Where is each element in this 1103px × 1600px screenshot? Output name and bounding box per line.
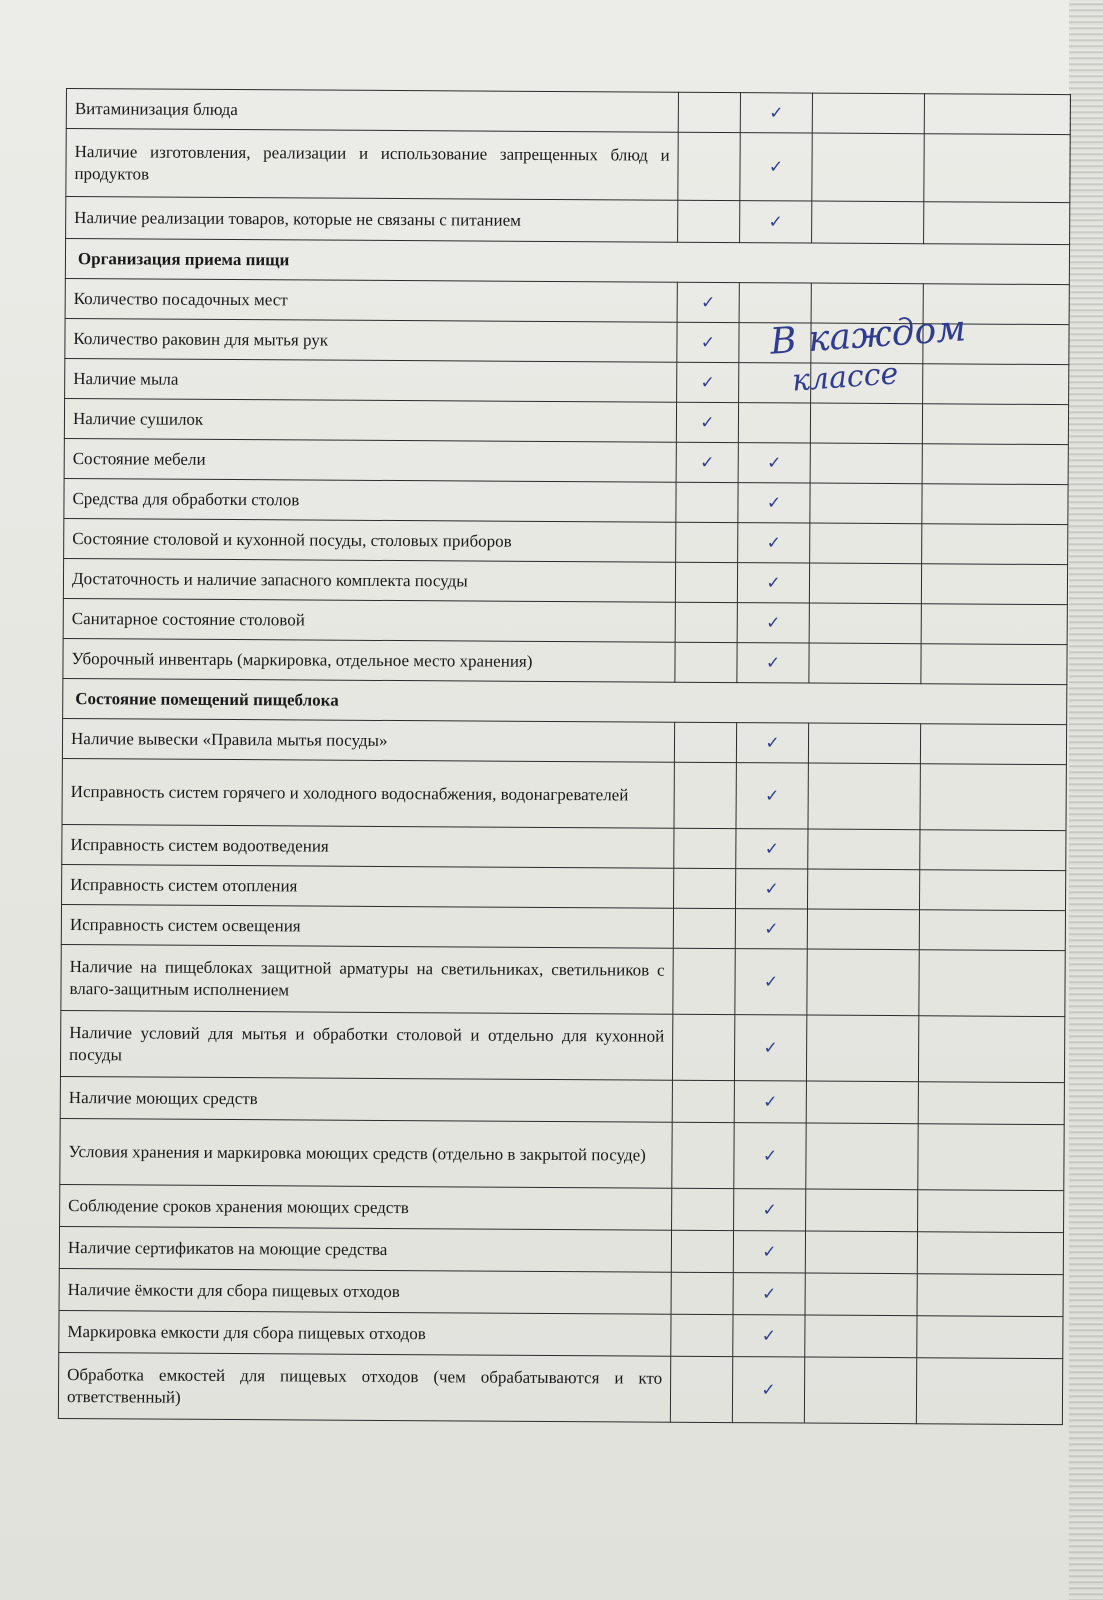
check-cell-2 (738, 483, 810, 523)
handwritten-note-line-1: В каждом (768, 308, 968, 363)
check-cell-4 (921, 604, 1067, 645)
check-cell-2 (735, 949, 807, 1015)
section-title: Состояние помещений пищеблока (63, 678, 1067, 724)
check-cell-4 (919, 870, 1065, 911)
checkmark-icon: ✓ (762, 1199, 777, 1220)
check-cell-3 (805, 1273, 917, 1316)
checklist-item-label: Витаминизация блюда (66, 89, 678, 133)
check-cell-4 (920, 764, 1066, 831)
check-cell-1 (673, 948, 735, 1014)
check-cell-4 (922, 524, 1068, 565)
checklist-item-label: Наличие моющих средств (60, 1076, 672, 1122)
checklist-body (58, 89, 1070, 1425)
checklist-item-label: Исправность систем отопления (62, 864, 674, 908)
check-cell-3 (808, 763, 920, 830)
checklist-row (61, 944, 1065, 1016)
check-cell-2 (734, 1015, 806, 1081)
check-cell-4 (920, 724, 1066, 765)
checklist-item-label: Маркировка емкости для сбора пищевых отходов (59, 1310, 671, 1356)
checkmark-icon: ✓ (762, 1241, 777, 1262)
checklist-row (62, 758, 1066, 830)
checkmark-icon: ✓ (764, 878, 779, 899)
check-cell-3 (812, 93, 924, 134)
check-cell-1 (671, 1230, 733, 1272)
check-cell-3 (812, 133, 924, 202)
checkmark-icon: ✓ (763, 971, 779, 992)
check-cell-4 (919, 910, 1065, 951)
checklist-row (66, 89, 1070, 135)
check-cell-1 (677, 282, 739, 322)
checkmark-icon: ✓ (761, 1325, 777, 1346)
checkmark-icon: ✓ (761, 1379, 776, 1400)
checklist-item-label: Условия хранения и маркировка моющих средств (отдельно в закрытой посуде) (60, 1118, 672, 1188)
checklist-item-label: Наличие сушилок (64, 398, 676, 442)
check-cell-1 (674, 868, 736, 908)
check-cell-1 (676, 522, 738, 562)
check-cell-4 (923, 364, 1069, 405)
checkmark-icon: ✓ (700, 332, 716, 353)
checklist-item-label: Обработка емкостей для пищевых отходов (чем обрабатываются и кто ответственный) (58, 1352, 670, 1422)
checklist-item-label: Достаточность и наличие запасного комплекта посуды (63, 558, 675, 602)
checkmark-icon: ✓ (700, 452, 715, 473)
check-cell-3 (807, 949, 919, 1016)
checkmark-icon: ✓ (768, 211, 783, 232)
check-cell-3 (809, 563, 921, 604)
check-cell-2 (738, 523, 810, 563)
checklist-item-label: Исправность систем освещения (61, 904, 673, 948)
checklist-row (63, 598, 1067, 644)
checkmark-icon: ✓ (701, 292, 716, 313)
check-cell-4 (916, 1358, 1062, 1425)
checkmark-icon: ✓ (700, 372, 715, 393)
check-cell-1 (676, 482, 738, 522)
check-cell-3 (806, 1081, 918, 1124)
check-cell-3 (806, 1189, 918, 1232)
check-cell-1 (675, 562, 737, 602)
check-cell-3 (807, 909, 919, 950)
section-title: Организация приема пищи (65, 239, 1069, 285)
check-cell-3 (810, 523, 922, 564)
checklist-row (64, 518, 1068, 564)
checklist-item-label: Санитарное состояние столовой (63, 598, 675, 642)
checklist-item-label: Наличие реализации товаров, которые не связаны с питанием (66, 197, 678, 243)
check-cell-2 (733, 1315, 805, 1357)
checklist-item-label: Наличие на пищеблоках защитной арматуры на светильниках, светильников с влаго-защитным исполнением (61, 944, 673, 1014)
checkmark-icon: ✓ (766, 572, 781, 593)
checkmark-icon: ✓ (765, 732, 780, 753)
check-cell-2 (740, 133, 812, 201)
checkmark-icon: ✓ (762, 1145, 778, 1166)
checkmark-icon: ✓ (764, 918, 779, 939)
check-cell-3 (807, 869, 919, 910)
check-cell-4 (922, 484, 1068, 525)
check-cell-3 (812, 201, 924, 244)
checklist-item-label: Соблюдение сроков хранения моющих средств (60, 1184, 672, 1230)
check-cell-3 (810, 403, 922, 444)
checklist-item-label: Наличие ёмкости для сбора пищевых отходов (59, 1268, 671, 1314)
checklist-row (62, 718, 1066, 764)
check-cell-4 (918, 1016, 1064, 1083)
check-cell-1 (675, 642, 737, 682)
checkmark-icon: ✓ (763, 1037, 778, 1058)
checklist-row (60, 1010, 1064, 1082)
check-cell-2 (733, 1231, 805, 1273)
checklist-item-label: Наличие условий для мытья и обработки столовой и отдельно для кухонной посуды (60, 1010, 672, 1080)
checklist-row (59, 1226, 1063, 1274)
checklist-row (65, 358, 1069, 404)
check-cell-1 (671, 1272, 733, 1314)
checklist-row (64, 478, 1068, 524)
check-cell-2 (737, 603, 809, 643)
section-header-row (65, 239, 1069, 285)
check-cell-2 (740, 93, 812, 133)
check-cell-1 (677, 322, 739, 362)
check-cell-1 (672, 1122, 734, 1188)
checklist-row (66, 197, 1070, 245)
handwritten-note-line-2: классе (790, 356, 900, 399)
checkmark-icon: ✓ (766, 532, 781, 553)
check-cell-3 (809, 643, 921, 684)
checkmark-icon: ✓ (761, 1283, 777, 1304)
checklist-item-label: Состояние мебели (64, 438, 676, 482)
check-cell-1 (674, 828, 736, 868)
check-cell-1 (678, 200, 740, 242)
check-cell-1 (673, 908, 735, 948)
check-cell-2 (736, 723, 808, 763)
checklist-item-label: Наличие изготовления, реализации и использование запрещенных блюд и продуктов (66, 129, 678, 201)
check-cell-1 (678, 92, 740, 132)
checklist-row (59, 1268, 1063, 1316)
check-cell-1 (670, 1356, 732, 1422)
checklist-row (64, 398, 1068, 444)
check-cell-3 (808, 829, 920, 870)
check-cell-4 (922, 444, 1068, 485)
check-cell-1 (678, 132, 740, 200)
checklist-item-label: Наличие вывески «Правила мытья посуды» (62, 718, 674, 762)
checklist-item-label: Наличие мыла (65, 358, 677, 402)
checkmark-icon: ✓ (765, 652, 781, 673)
check-cell-1 (672, 1080, 734, 1122)
check-cell-2 (736, 829, 808, 869)
checklist-row (66, 129, 1070, 203)
check-cell-3 (809, 603, 921, 644)
check-cell-4 (924, 202, 1070, 245)
check-cell-1 (672, 1014, 734, 1080)
check-cell-4 (917, 1232, 1063, 1275)
checklist-item-label: Количество посадочных мест (65, 278, 677, 322)
check-cell-2 (737, 563, 809, 603)
check-cell-2 (733, 1273, 805, 1315)
checkmark-icon: ✓ (763, 1091, 778, 1112)
check-cell-3 (804, 1357, 916, 1424)
checklist-item-label: Исправность систем горячего и холодного водоснабжения, водонагревателей (62, 758, 674, 828)
check-cell-3 (806, 1015, 918, 1082)
check-cell-2 (735, 869, 807, 909)
check-cell-3 (805, 1231, 917, 1274)
check-cell-2 (740, 201, 812, 243)
check-cell-1 (671, 1314, 733, 1356)
checklist-row (63, 638, 1067, 684)
checklist-row (62, 824, 1066, 870)
check-cell-2 (738, 403, 810, 443)
check-cell-2 (735, 909, 807, 949)
paper-edge (1069, 0, 1103, 1600)
checklist-item-label: Количество раковин для мытья рук (65, 318, 677, 362)
check-cell-4 (918, 1190, 1064, 1233)
checklist-row (63, 558, 1067, 604)
check-cell-4 (917, 1316, 1063, 1359)
checklist-item-label: Наличие сертификатов на моющие средства (59, 1226, 671, 1272)
check-cell-4 (917, 1274, 1063, 1317)
check-cell-1 (674, 722, 736, 762)
checklist-row (60, 1076, 1064, 1124)
check-cell-3 (810, 443, 922, 484)
check-cell-4 (924, 94, 1070, 135)
checkmark-icon: ✓ (766, 492, 782, 513)
check-cell-3 (806, 1123, 918, 1190)
check-cell-2 (732, 1357, 804, 1423)
checklist-item-label: Исправность систем водоотведения (62, 824, 674, 868)
inspection-checklist-table (58, 88, 1071, 1425)
check-cell-3 (805, 1315, 917, 1358)
check-cell-1 (676, 442, 738, 482)
check-cell-4 (918, 1124, 1064, 1191)
checklist-row (61, 904, 1065, 950)
checkmark-icon: ✓ (768, 156, 784, 177)
checklist-row (58, 1352, 1062, 1424)
check-cell-4 (918, 1082, 1064, 1125)
check-cell-3 (808, 723, 920, 764)
check-cell-2 (734, 1081, 806, 1123)
check-cell-2 (734, 1189, 806, 1231)
checklist-item-label: Состояние столовой и кухонной посуды, столовых приборов (64, 518, 676, 562)
check-cell-2 (736, 763, 808, 829)
checklist-row (60, 1118, 1064, 1190)
section-header-row (63, 678, 1067, 724)
check-cell-4 (919, 950, 1065, 1017)
check-cell-3 (810, 483, 922, 524)
check-cell-2 (738, 443, 810, 483)
checklist-item-label: Уборочный инвентарь (маркировка, отдельное место хранения) (63, 638, 675, 682)
check-cell-4 (921, 564, 1067, 605)
check-cell-4 (922, 404, 1068, 445)
check-cell-1 (675, 602, 737, 642)
check-cell-1 (677, 362, 739, 402)
checklist-row (59, 1310, 1063, 1358)
checklist-row (64, 438, 1068, 484)
check-cell-2 (734, 1123, 806, 1189)
checkmark-icon: ✓ (767, 452, 782, 473)
checkmark-icon: ✓ (766, 612, 781, 633)
checklist-row (62, 864, 1066, 910)
checklist-item-label: Средства для обработки столов (64, 478, 676, 522)
check-cell-1 (672, 1188, 734, 1230)
checkmark-icon: ✓ (700, 412, 715, 433)
check-cell-4 (920, 830, 1066, 871)
checkmark-icon: ✓ (765, 785, 780, 806)
checkmark-icon: ✓ (769, 102, 784, 123)
check-cell-1 (676, 402, 738, 442)
checkmark-icon: ✓ (764, 838, 780, 859)
check-cell-4 (924, 134, 1070, 203)
checklist-row (60, 1184, 1064, 1232)
check-cell-4 (921, 644, 1067, 685)
check-cell-2 (737, 643, 809, 683)
check-cell-2 (739, 283, 811, 323)
check-cell-1 (674, 762, 736, 828)
